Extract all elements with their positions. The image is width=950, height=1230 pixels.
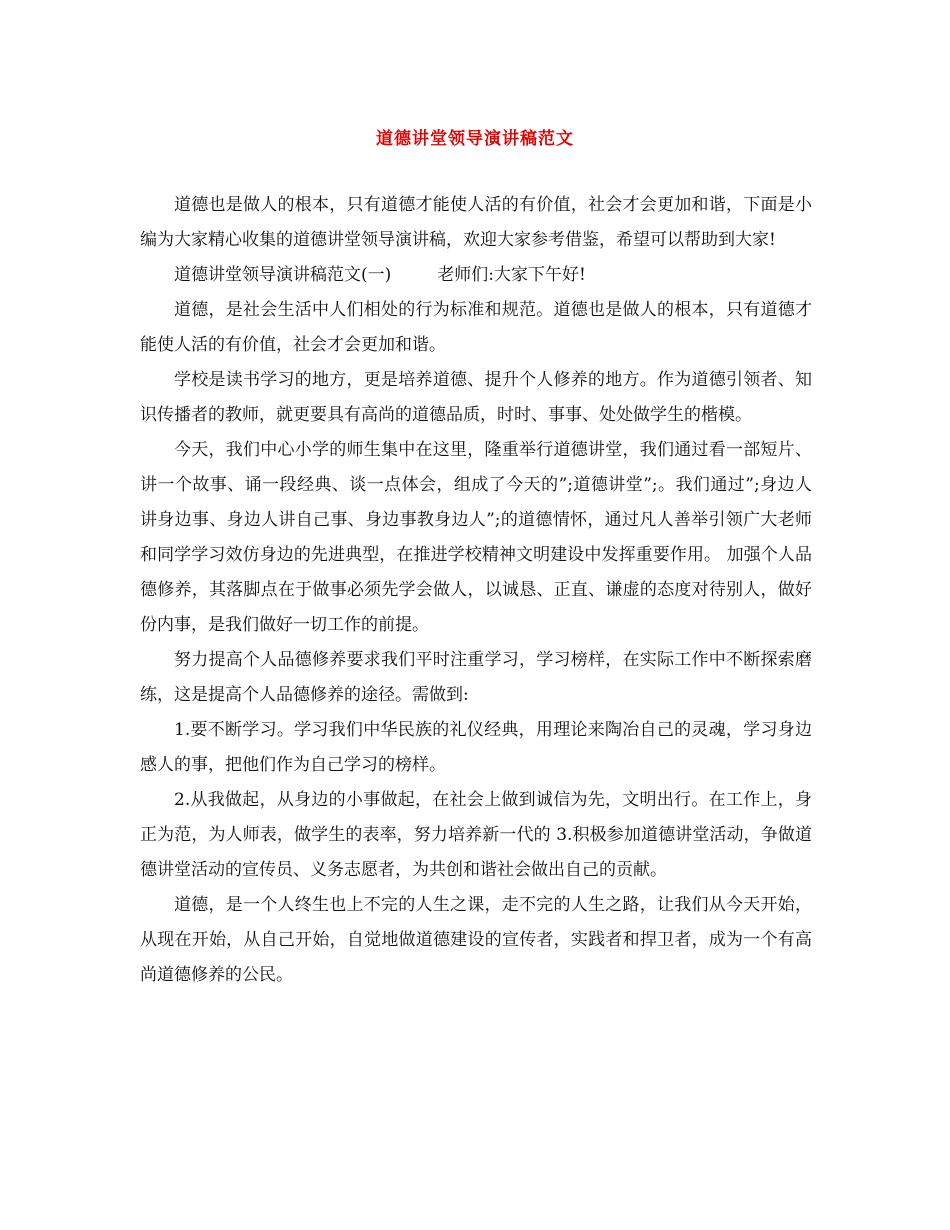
school-paragraph: 学校是读书学习的地方，更是培养道德、提升个人修养的地方。作为道德引领者、知识传播者的教师，就更要具有高尚的道德品质，时时、事事、处处做学生的楷模。 [140,370,812,425]
speech-heading: 道德讲堂领导演讲稿范文(一) [174,265,392,285]
point-one-paragraph: 1.要不断学习。学习我们中华民族的礼仪经典，用理论来陶冶自己的灵魂，学习身边感人的事，把他们作为自己学习的榜样。 [140,720,812,775]
definition-paragraph: 道德，是社会生活中人们相处的行为标准和规范。道德也是做人的根本，只有道德才能使人活的有价值，社会才会更加和谐。 [140,300,812,355]
closing-paragraph: 道德，是一个人终生也上不完的人生之课，走不完的人生之路，让我们从今天开始，从现在开始，从自己开始，自觉地做道德建设的宣传者，实践者和捍卫者，成为一个有高尚道德修养的公民。 [140,895,812,985]
document-body [140,188,812,993]
today-paragraph: 今天，我们中心小学的师生集中在这里，隆重举行道德讲堂，我们通过看一部短片、讲一个故事、诵一段经典、谈一点体会，组成了今天的”;道德讲堂”;。我们通过”;身边人讲身边事、身边人讲自己事、身边事教身边人”;的道德情怀，通过凡人善举引领广大老师和同学学习效仿身边的先进典型，在推进学校精神文明建设中发挥重要作用。 加强个人品德修养，其落脚点在于做事必须先学会做人，以诚恳、正直、谦虚的态度对待别人，做好份内事，是我们做好一切工作的前提。 [140,440,812,635]
point-two-paragraph: 2.从我做起，从身边的小事做起，在社会上做到诚信为先，文明出行。在工作上，身正为范，为人师表，做学生的表率，努力培养新一代的 3.积极参加道德讲堂活动，争做道德讲堂活动的宣传员、义务志愿者，为共创和谐社会做出自己的贡献。 [140,790,812,880]
intro-paragraph: 道德也是做人的根本，只有道德才能使人活的有价值，社会才会更加和谐，下面是小编为大家精心收集的道德讲堂领导演讲稿，欢迎大家参考借鉴，希望可以帮助到大家! [140,195,812,250]
heading-line [140,258,812,293]
document-title: 道德讲堂领导演讲稿范文 [376,129,574,149]
improve-paragraph: 努力提高个人品德修养要求我们平时注重学习，学习榜样，在实际工作中不断探索磨练，这是提高个人品德修养的途径。需做到: [140,650,812,705]
greeting-text: 老师们:大家下午好! [437,265,586,285]
